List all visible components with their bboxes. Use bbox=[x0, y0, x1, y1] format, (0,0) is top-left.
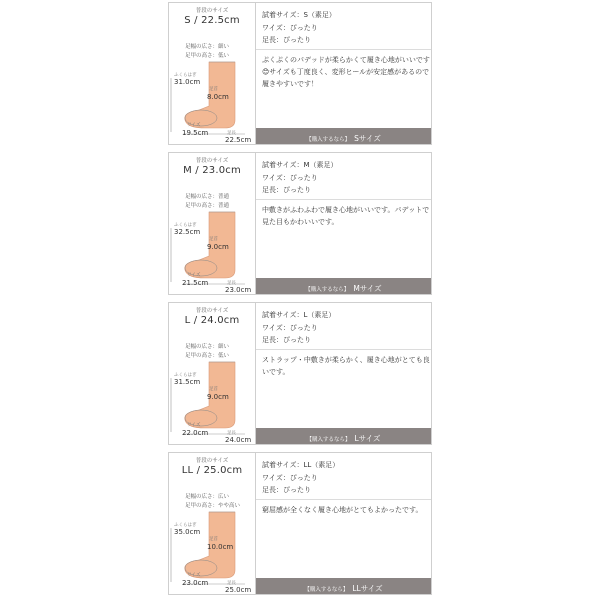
review-panel bbox=[256, 153, 431, 294]
review-comment: 窮屈感が全くなく履き心地がとてもよかったです。 bbox=[262, 506, 423, 514]
buy-size: Mサイズ bbox=[353, 284, 382, 293]
divider bbox=[256, 49, 431, 50]
instep-height-info: 足甲の高さ：普通 bbox=[185, 203, 230, 209]
instep-height-info: 足甲の高さ：低い bbox=[185, 53, 230, 59]
ankle-label: 足首 bbox=[209, 237, 218, 242]
calf-label: ふくらはぎ bbox=[174, 73, 197, 78]
wise-label: ワイズ bbox=[187, 273, 201, 278]
calf-label: ふくらはぎ bbox=[174, 373, 197, 378]
calf-value: 32.5cm bbox=[174, 228, 201, 236]
length-value: 22.5cm bbox=[225, 136, 252, 144]
length-label: 足長 bbox=[227, 581, 236, 586]
wise-value: 21.5cm bbox=[182, 279, 209, 287]
fit-info bbox=[262, 309, 335, 347]
wise-value: 19.5cm bbox=[182, 129, 209, 137]
fit-length: 足長：ぴったり bbox=[262, 186, 311, 194]
wise-label: ワイズ bbox=[187, 423, 201, 428]
length-label: 足長 bbox=[227, 281, 236, 286]
fit-info bbox=[262, 9, 336, 47]
review-panel bbox=[256, 453, 431, 594]
divider bbox=[256, 349, 431, 350]
calf-value: 31.0cm bbox=[174, 78, 201, 86]
fit-width: ワイズ：ぴったり bbox=[262, 173, 318, 182]
trial-size: 試着サイズ：LL（素足） bbox=[262, 461, 340, 469]
review-comment: 中敷きがふわふわで履き心地がいいです。パデットで見た目もかわいいです。 bbox=[262, 206, 430, 226]
length-value: 25.0cm bbox=[225, 586, 252, 594]
buy-size: Sサイズ bbox=[354, 134, 381, 143]
trial-size: 試着サイズ：L（素足） bbox=[262, 311, 336, 319]
fit-length: 足長：ぴったり bbox=[262, 36, 311, 44]
review-comment: ストラップ・中敷きが柔らかく、履き心地がとても良いです。 bbox=[262, 356, 430, 376]
foot-width-info: 足幅の広さ：広い bbox=[185, 494, 230, 500]
buy-size: LLサイズ bbox=[352, 584, 383, 593]
usual-size-panel bbox=[169, 3, 256, 144]
fit-info bbox=[262, 159, 337, 197]
fit-length: 足長：ぴったり bbox=[262, 486, 311, 494]
foot-width-info: 足幅の広さ：細い bbox=[185, 344, 230, 350]
instep-height-info: 足甲の高さ：やや高い bbox=[185, 503, 241, 509]
buy-size: Lサイズ bbox=[354, 434, 381, 443]
size-card-ll bbox=[168, 452, 432, 595]
calf-label: ふくらはぎ bbox=[174, 223, 197, 228]
ankle-value: 9.0cm bbox=[207, 393, 229, 401]
calf-label: ふくらはぎ bbox=[174, 523, 197, 528]
calf-value: 31.5cm bbox=[174, 378, 201, 386]
buy-prefix: 【購入するなら】 bbox=[306, 137, 351, 143]
length-value: 23.0cm bbox=[225, 286, 252, 294]
ankle-label: 足首 bbox=[209, 537, 218, 542]
wise-value: 23.0cm bbox=[182, 579, 209, 587]
ankle-label: 足首 bbox=[209, 87, 218, 92]
size-card-s bbox=[168, 2, 432, 145]
foot-diagram bbox=[169, 356, 255, 444]
wise-label: ワイズ bbox=[187, 573, 201, 578]
ankle-value: 9.0cm bbox=[207, 243, 229, 251]
ankle-value: 10.0cm bbox=[207, 543, 234, 551]
buy-size-bar[interactable] bbox=[256, 578, 431, 594]
fit-width: ワイズ：ぴったり bbox=[262, 473, 318, 482]
usual-size-panel bbox=[169, 153, 256, 294]
instep-height-info: 足甲の高さ：低い bbox=[185, 353, 230, 359]
length-label: 足長 bbox=[227, 431, 236, 436]
foot-diagram bbox=[169, 506, 255, 594]
review-panel bbox=[256, 303, 431, 444]
usual-size-value: S / 22.5cm bbox=[184, 15, 240, 26]
buy-prefix: 【購入するなら】 bbox=[306, 437, 351, 443]
calf-value: 35.0cm bbox=[174, 528, 201, 536]
divider bbox=[256, 199, 431, 200]
usual-size-header: 普段のサイズ bbox=[195, 458, 229, 464]
size-card-m bbox=[168, 152, 432, 295]
buy-size-bar[interactable] bbox=[256, 128, 431, 144]
buy-size-bar[interactable] bbox=[256, 278, 431, 294]
buy-prefix: 【購入するなら】 bbox=[304, 587, 349, 593]
fit-length: 足長：ぴったり bbox=[262, 336, 311, 344]
buy-size-bar[interactable] bbox=[256, 428, 431, 444]
usual-size-panel bbox=[169, 453, 256, 594]
usual-size-value: L / 24.0cm bbox=[184, 315, 240, 326]
foot-diagram bbox=[169, 206, 255, 294]
review-panel bbox=[256, 3, 431, 144]
usual-size-header: 普段のサイズ bbox=[195, 308, 229, 314]
usual-size-header: 普段のサイズ bbox=[195, 158, 229, 164]
ankle-label: 足首 bbox=[209, 387, 218, 392]
length-value: 24.0cm bbox=[225, 436, 252, 444]
foot-width-info: 足幅の広さ：細い bbox=[185, 44, 230, 50]
usual-size-value: M / 23.0cm bbox=[183, 165, 241, 176]
wise-value: 22.0cm bbox=[182, 429, 209, 437]
trial-size: 試着サイズ：M（素足） bbox=[262, 161, 338, 169]
usual-size-header: 普段のサイズ bbox=[195, 8, 229, 14]
review-comment: ぷくぷくのパデッドが柔らかくて履き心地がいいです😊サイズも丁度良く、変形ヒールが安定感があるので履きやすいです！ bbox=[262, 56, 430, 88]
wise-label: ワイズ bbox=[187, 123, 201, 128]
divider bbox=[256, 499, 431, 500]
trial-size: 試着サイズ：S（素足） bbox=[262, 11, 336, 19]
length-label: 足長 bbox=[227, 131, 236, 136]
usual-size-panel bbox=[169, 303, 256, 444]
fit-width: ワイズ：ぴったり bbox=[262, 23, 318, 32]
usual-size-value: LL / 25.0cm bbox=[181, 465, 243, 476]
buy-prefix: 【購入するなら】 bbox=[305, 287, 350, 293]
ankle-value: 8.0cm bbox=[207, 93, 229, 101]
fit-info bbox=[262, 459, 339, 497]
foot-diagram bbox=[169, 56, 255, 144]
size-card-l bbox=[168, 302, 432, 445]
foot-width-info: 足幅の広さ：普通 bbox=[185, 194, 230, 200]
fit-width: ワイズ：ぴったり bbox=[262, 323, 318, 332]
